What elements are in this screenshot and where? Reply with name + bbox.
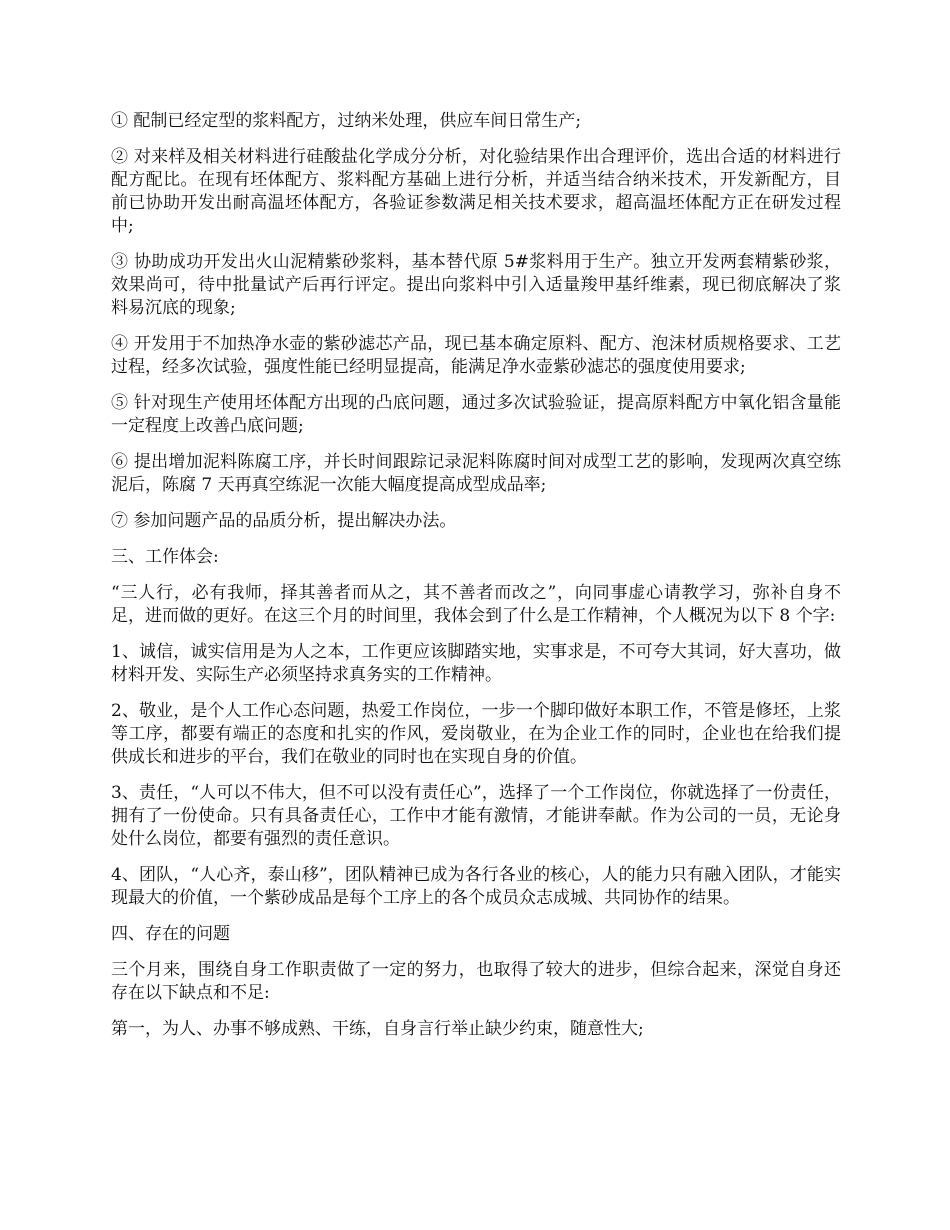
paragraph-item-4: ④ 开发用于不加热净水壶的紫砂滤芯产品，现已基本确定原料、配方、泡沫材质规格要求、工艺过程，经多次试验，强度性能已经明显提高，能满足净水壶紫砂滤芯的强度使用要求; xyxy=(111,334,841,377)
paragraph-problem-first: 第一，为人、办事不够成熟、干练，自身言行举止缺少约束，随意性大; xyxy=(111,1019,644,1039)
paragraph-teamwork: 4、团队，“人心齐，泰山移”，团队精神已成为各行各业的核心，人的能力只有融入团队，才能实现最大的价值，一个紫砂成品是每个工序上的各个成员众志成城、共同协作的结果。 xyxy=(111,865,841,908)
paragraph-item-5: ⑤ 针对现生产使用坯体配方出现的凸底问题，通过多次试验验证，提高原料配方中氧化铝含量能一定程度上改善凸底问题; xyxy=(111,393,841,436)
paragraph-dedication: 2、敬业，是个人工作心态问题，热爱工作岗位，一步一个脚印做好本职工作，不管是修坯，上浆等工序，都要有端正的态度和扎实的作风，爱岗敬业，在为企业工作的同时，企业也在给我们提供成长和进步的平台，我们在敬业的同时也在实现自身的价值。 xyxy=(111,701,841,767)
section-heading-work-experience: 三、工作体会: xyxy=(111,547,219,567)
paragraph-responsibility: 3、责任，“人可以不伟大，但不可以没有责任心”，选择了一个工作岗位，你就选择了一份责任，拥有了一份使命。只有具备责任心，工作中才能有激情，才能讲奉献。作为公司的一员，无论身处什么岗位，都要有强烈的责任意识。 xyxy=(111,783,841,849)
paragraph-work-experience-intro: “三人行，必有我师，择其善者而从之，其不善者而改之”，向同事虚心请教学习，弥补自身不足，进而做的更好。在这三个月的时间里，我体会到了什么是工作精神，个人概况为以下 8 个字: xyxy=(111,583,841,626)
paragraph-item-6: ⑥ 提出增加泥料陈腐工序，并长时间跟踪记录泥料陈腐时间对成型工艺的影响，发现两次真空练泥后，陈腐 7 天再真空练泥一次能大幅度提高成型成品率; xyxy=(111,452,841,495)
paragraph-item-7: ⑦ 参加问题产品的品质分析，提出解决办法。 xyxy=(111,511,457,531)
section-heading-existing-problems: 四、存在的问题 xyxy=(111,924,230,944)
paragraph-item-3: ③ 协助成功开发出火山泥精紫砂浆料，基本替代原 5#浆料用于生产。独立开发两套精紫砂浆，效果尚可，待中批量试产后再行评定。提出向浆料中引入适量羧甲基纤维素，现已彻底解决了浆料易沉底的现象; xyxy=(111,252,841,318)
paragraph-integrity: 1、诚信，诚实信用是为人之本，工作更应该脚踏实地，实事求是，不可夸大其词，好大喜功，做材料开发、实际生产必须坚持求真务实的工作精神。 xyxy=(111,642,841,685)
document-body xyxy=(111,110,841,1054)
paragraph-problems-intro: 三个月来，围绕自身工作职责做了一定的努力，也取得了较大的进步，但综合起来，深觉自身还存在以下缺点和不足: xyxy=(111,960,841,1003)
paragraph-item-2: ② 对来样及相关材料进行硅酸盐化学成分分析，对化验结果作出合理评价，选出合适的材料进行配方配比。在现有坯体配方、浆料配方基础上进行分析，并适当结合纳米技术，开发新配方，目前已协助开发出耐高温坯体配方，各验证参数满足相关技术要求，超高温坯体配方正在研发过程中; xyxy=(111,147,841,236)
paragraph-item-1: ① 配制已经定型的浆料配方，过纳米处理，供应车间日常生产; xyxy=(111,111,582,131)
